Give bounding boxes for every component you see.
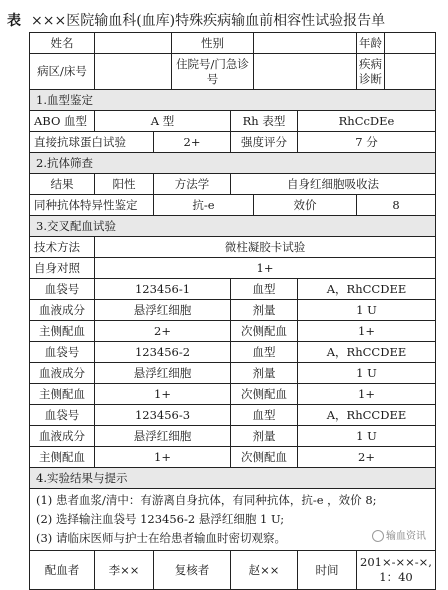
bag-1-match-row: [30, 321, 436, 342]
report-title-text: ×××医院输血科(血库)特殊疾病输血前相容性试验报告单: [31, 13, 386, 29]
bag-type-label: 血型: [231, 279, 298, 300]
reviewer-name: 赵××: [231, 551, 298, 590]
note-item: (1) 患者血浆/清中：有游离自身抗体，有同种抗体，抗-e ，效价 8;: [36, 493, 377, 507]
major-value: 1+: [95, 384, 231, 405]
section-header: 1.血型鉴定: [30, 90, 436, 111]
component-value: 悬浮红细胞: [95, 300, 231, 321]
patient-row-2: [30, 54, 436, 90]
section-header: 3.交叉配血试验: [30, 216, 436, 237]
auto-control-value: 1+: [95, 258, 436, 279]
issuer-label: 配血者: [30, 551, 95, 590]
bag-type-value: A，RhCCDEE: [298, 342, 436, 363]
method-value: 自身红细胞吸收法: [231, 174, 436, 195]
rh-value: RhCcDEe: [298, 111, 436, 132]
watermark: [372, 527, 426, 542]
age-label: 年龄: [357, 33, 385, 54]
patient-row-1: [30, 33, 436, 54]
name-field: [95, 33, 172, 54]
dose-value: 1 U: [298, 363, 436, 384]
issuer-name: 李××: [95, 551, 154, 590]
section-header: 4.实验结果与提示: [30, 468, 436, 489]
tech-row: [30, 237, 436, 258]
major-label: 主侧配血: [30, 321, 95, 342]
component-label: 血液成分: [30, 426, 95, 447]
component-label: 血液成分: [30, 300, 95, 321]
age-field: [385, 33, 436, 54]
auto-control-row: [30, 258, 436, 279]
component-value: 悬浮红细胞: [95, 426, 231, 447]
diagnosis-field: [385, 54, 436, 90]
bag-number: 123456-3: [95, 405, 231, 426]
specificity-value: 抗-e: [154, 195, 254, 216]
minor-value: 1+: [298, 384, 436, 405]
dose-label: 剂量: [231, 363, 298, 384]
minor-value: 2+: [298, 447, 436, 468]
bag-3-component-row: [30, 426, 436, 447]
bag-type-value: A，RhCCDEE: [298, 279, 436, 300]
bag-number: 123456-1: [95, 279, 231, 300]
titer-value: 8: [357, 195, 436, 216]
bag-type-label: 血型: [231, 342, 298, 363]
minor-label: 次侧配血: [231, 384, 298, 405]
admission-id-field: [254, 54, 357, 90]
titer-label: 效价: [254, 195, 357, 216]
report-table: [29, 32, 436, 590]
result-label: 结果: [30, 174, 95, 195]
abo-row: [30, 111, 436, 132]
bag-1-row: [30, 279, 436, 300]
dat-label: 直接抗球蛋白试验: [30, 132, 154, 153]
bag-3-row: [30, 405, 436, 426]
time-clock: 1：40: [379, 570, 413, 584]
specificity-row: [30, 195, 436, 216]
gender-label: 性别: [172, 33, 254, 54]
intensity-label: 强度评分: [231, 132, 298, 153]
section-crossmatch: [30, 216, 436, 237]
minor-value: 1+: [298, 321, 436, 342]
bag-2-row: [30, 342, 436, 363]
dose-value: 1 U: [298, 300, 436, 321]
section-results: [30, 468, 436, 489]
rh-label: Rh 表型: [231, 111, 298, 132]
major-label: 主侧配血: [30, 447, 95, 468]
screen-result-row: [30, 174, 436, 195]
tech-value: 微柱凝胶卡试验: [95, 237, 436, 258]
dat-value: 2+: [154, 132, 231, 153]
note-item: (2) 选择输注血袋号 123456-2 悬浮红细胞 1 U;: [36, 512, 285, 526]
bag-type-value: A，RhCCDEE: [298, 405, 436, 426]
signature-row: [30, 551, 436, 590]
major-value: 1+: [95, 447, 231, 468]
dose-label: 剂量: [231, 300, 298, 321]
bag-number: 123456-2: [95, 342, 231, 363]
time-value: [357, 551, 436, 590]
admission-id-label: 住院号/门急诊号: [172, 54, 254, 90]
major-value: 2+: [95, 321, 231, 342]
minor-label: 次侧配血: [231, 321, 298, 342]
bag-type-label: 血型: [231, 405, 298, 426]
auto-control-label: 自身对照: [30, 258, 95, 279]
section-antibody-screen: [30, 153, 436, 174]
ward-field: [95, 54, 172, 90]
bag-label: 血袋号: [30, 279, 95, 300]
wechat-icon: [372, 530, 384, 542]
abo-label: ABO 血型: [30, 111, 95, 132]
abo-value: A 型: [95, 111, 231, 132]
report-title: [7, 10, 443, 32]
bag-label: 血袋号: [30, 405, 95, 426]
time-label: 时间: [298, 551, 357, 590]
component-value: 悬浮红细胞: [95, 363, 231, 384]
time-date: 201×-××-×,: [360, 555, 432, 569]
component-label: 血液成分: [30, 363, 95, 384]
bag-2-match-row: [30, 384, 436, 405]
intensity-value: 7 分: [298, 132, 436, 153]
reviewer-label: 复核者: [154, 551, 231, 590]
method-label: 方法学: [154, 174, 231, 195]
note-item: (3) 请临床医师与护士在给患者输血时密切观察。: [36, 531, 286, 545]
bag-2-component-row: [30, 363, 436, 384]
specificity-label: 同种抗体特异性鉴定: [30, 195, 154, 216]
bag-label: 血袋号: [30, 342, 95, 363]
dose-label: 剂量: [231, 426, 298, 447]
result-value: 阳性: [95, 174, 154, 195]
ward-label: 病区/床号: [30, 54, 95, 90]
bag-1-component-row: [30, 300, 436, 321]
dose-value: 1 U: [298, 426, 436, 447]
tech-label: 技术方法: [30, 237, 95, 258]
dat-row: [30, 132, 436, 153]
major-label: 主侧配血: [30, 384, 95, 405]
section-header: 2.抗体筛查: [30, 153, 436, 174]
diagnosis-label: 疾病诊断: [357, 54, 385, 90]
bag-3-match-row: [30, 447, 436, 468]
watermark-text: 输血资讯: [386, 531, 426, 542]
gender-field: [254, 33, 357, 54]
section-blood-typing: [30, 90, 436, 111]
table-label: 表: [7, 13, 21, 29]
name-label: 姓名: [30, 33, 95, 54]
minor-label: 次侧配血: [231, 447, 298, 468]
